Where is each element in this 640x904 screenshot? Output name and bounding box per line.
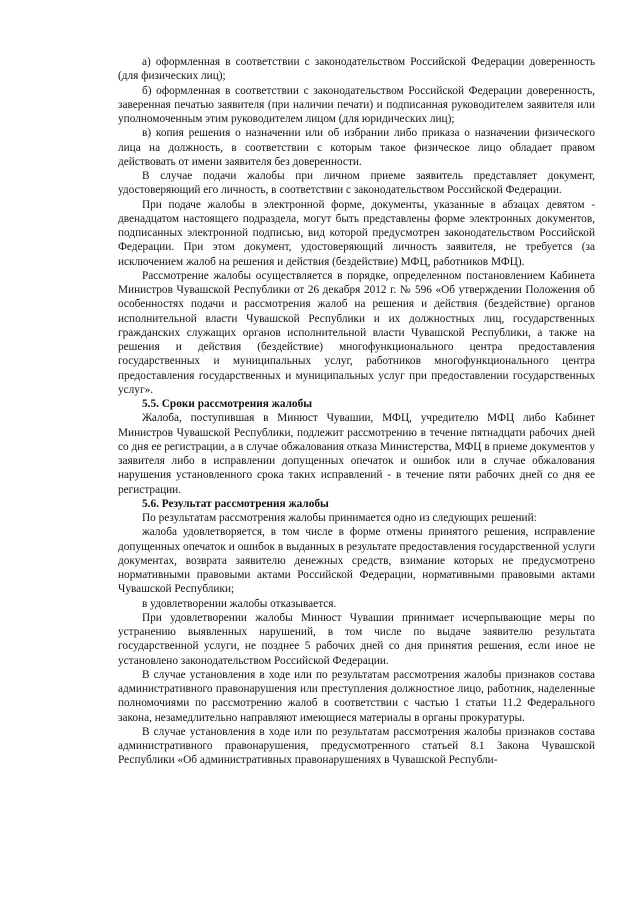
paragraph-complaint-satisfied: жалоба удовлетворяется, в том числе в форме отмены принятого решения, исправление допущенных опечаток и ошибок в выданных в результате предоставления государственной услуги документах, возврата заявителю денежных средств, взимание которых не предусмотрено нормативными правовыми актами Российской Федерации, нормативными правовыми актами Чувашской Республики;: [118, 526, 595, 596]
paragraph-v: в) копия решения о назначении или об избрании либо приказа о назначении физического лица на должность, в соответствии с которым такое физическое лицо обладает правом действовать от имени заявителя без доверенности.: [118, 127, 595, 168]
paragraph-prosecution-referral: В случае установления в ходе или по результатам рассмотрения жалобы признаков состава административного правонарушения или преступления должностное лицо, работник, наделенные полномочиями по рассмотрению жалоб в соответствии с частью 1 статьи 11.2 Федерального закона, незамедлительно направляют имеющиеся материалы в органы прокуратуры.: [118, 668, 595, 724]
paragraph-satisfaction-measures: При удовлетворении жалобы Минюст Чувашии принимает исчерпывающие меры по устранению выявленных нарушений, в том числе по выдаче заявителю результата государственной услуги, не позднее 5 рабочих дней со дня принятия решения, если иное не установлено законодательством Российской Федерации.: [118, 611, 595, 667]
paragraph-review-terms: Жалоба, поступившая в Минюст Чувашии, МФЦ, учредителю МФЦ либо Кабинет Министров Чувашской Республики, подлежит рассмотрению в течение пятнадцати рабочих дней со дня ее регистрации, а в случае обжалования отказа Министерства, МФЦ в приеме документов у заявителя либо в исправлении допущенных опечаток и ошибок или в случае обжалования нарушения установленного срока таких исправлений - в течение пяти рабочих дней со дня ее регистрации.: [118, 412, 595, 496]
paragraph-decisions-intro: По результатам рассмотрения жалобы принимается одно из следующих решений:: [142, 512, 537, 524]
paragraph-review-procedure: Рассмотрение жалобы осуществляется в порядке, определенном постановлением Кабинета Министров Чувашской Республики от 26 декабря 2012 г. № 596 «Об утверждении Положения об особенностях подачи и рассмотрения жалоб на решения и действия (бездействие) органов исполнительной власти Чувашской Республики и их должностных лиц, государственных гражданских служащих органов исполнительной власти Чувашской Республики, а также на решения и действия (бездействие) многофункционального центра предоставления государственных и муниципальных услуг, работников многофункционального центра предоставления государственных и муниципальных услуг при предоставлении государственных услуг».: [118, 269, 595, 396]
paragraph-complaint-rejected: в удовлетворении жалобы отказывается.: [142, 597, 337, 610]
section-heading-5-5: 5.5. Сроки рассмотрения жалобы: [142, 398, 313, 410]
paragraph-electronic-form: При подаче жалобы в электронной форме, документы, указанные в абзацах девятом - двенадцатом настоящего подраздела, могут быть представлены форме электронных документов, подписанных электронной подписью, вид которой предусмотрен законодательством Российской Федерации. При этом документ, удостоверяющий личность заявителя, не требуется (за исключением жалоб на решения и действия (бездействие) МФЦ, работников МФЦ).: [118, 198, 595, 268]
section-heading-5-6: 5.6. Результат рассмотрения жалобы: [142, 497, 329, 510]
paragraph-administrative-offense: В случае установления в ходе или по результатам рассмотрения жалобы признаков состава административного правонарушения, предусмотренного статьей 8.1 Закона Чувашской Республики «Об административных правонарушениях в Чувашской Республи-: [118, 725, 595, 767]
paragraph-b: б) оформленная в соответствии с законодательством Российской Федерации доверенность, заверенная печатью заявителя (при наличии печати) и подписанная руководителем заявителя или уполномоченным этим руководителем лицом (для юридических лиц);: [118, 84, 595, 125]
paragraph-a: а) оформленная в соответствии с законодательством Российской Федерации доверенность (для физических лиц);: [118, 56, 595, 83]
paragraph-personal-reception: В случае подачи жалобы при личном приеме заявитель представляет документ, удостоверяющий его личность, в соответствии с законодательством Российской Федерации.: [118, 170, 595, 197]
